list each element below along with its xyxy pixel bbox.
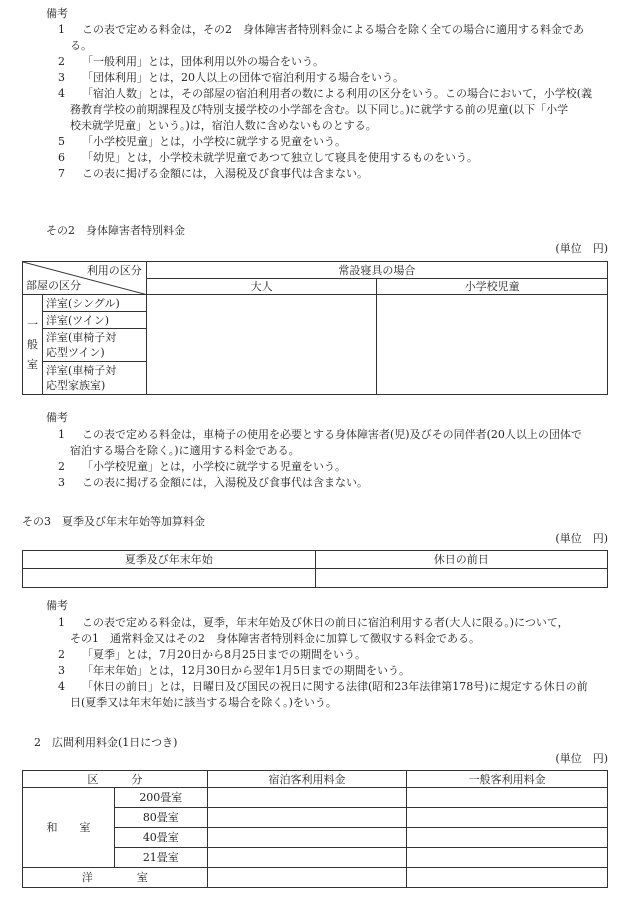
note-number: 7 [58,167,65,180]
note-text: 「一般利用」とは，団体利用以外の場合をいう。 [82,55,324,68]
note-line [58,663,618,679]
note-text: 「団体利用」とは，20人以上の団体で宿泊利用する場合をいう。 [82,71,404,84]
note-line [58,70,618,86]
note-text: 宿泊する場合を除く。)に適用する料金である。 [70,444,300,457]
fee-cell [407,788,608,808]
row-group-char: 室 [26,357,38,371]
note-line [58,102,618,118]
note-text: 「小学校児童」とは，小学校に就学する児童をいう。 [82,460,346,473]
surcharge-cell [315,569,608,588]
note-line [58,86,618,102]
room-size-label: 80畳室 [114,808,207,828]
notes2-list [58,427,618,491]
note-line [58,166,618,182]
note-number: 5 [58,135,65,148]
note-number: 4 [58,87,65,100]
header-adult: 大人 [146,279,377,295]
note-line [58,631,618,647]
note-line [58,22,618,38]
fee-cell [207,868,407,888]
room-row-label: 洋室(シングル) [42,295,146,312]
note-line [58,459,618,475]
note-number: 1 [58,23,65,36]
note-line [58,615,618,631]
note-number: 2 [58,55,65,68]
note-text: 「年末年始」とは，12月30日から翌年1月5日までの期間をいう。 [82,664,410,677]
section4-unit: (単位 円) [555,752,608,765]
note-text: 日(夏季又は年末年始に該当する場合を除く。)をいう。 [70,696,337,709]
notes1-heading: 備考 [46,7,68,20]
note-text: 務教育学校の前期課程及び特別支援学校の小学部を含む。以下同じ。)に就学する前の児童(以下「小学 [70,103,569,116]
note-text: この表に掲げる金額には，入湯税及び食事代は含まない。 [82,167,368,180]
fee-cell [407,808,608,828]
diag-bottom-label: 部屋の区分 [26,279,81,292]
note-number: 6 [58,151,65,164]
row-group-char: 一 [26,317,38,331]
notes3-heading: 備考 [46,599,68,612]
section2-unit: (単位 円) [555,242,608,255]
note-text: この表で定める料金は，車椅子の使用を必要とする身体障害者(児)及びその同伴者(20人以上の団体で [82,428,582,441]
note-number: 2 [58,648,65,661]
note-number: 3 [58,664,65,677]
room-row-label: 洋室(車椅子対 応型ツイン) [42,329,146,362]
header-child: 小学校児童 [377,279,608,295]
disability-fee-table [22,261,608,395]
fee-cell [407,848,608,868]
note-line [58,427,618,443]
room-size-label: 21畳室 [114,848,207,868]
section3-title: その3 夏季及び年末年始等加算料金 [22,515,205,528]
child-fee-cell [377,295,608,395]
row-group-char: 般 [26,337,38,351]
note-line [58,38,618,54]
note-line [58,475,618,491]
header-day-before-holiday: 休日の前日 [315,551,608,569]
note-text: この表で定める料金は，その2 身体障害者特別料金による場合を除く全ての場合に適用する料金であ [82,23,584,36]
room-row-label: 洋室(車椅子対 応型家族室) [42,362,146,395]
note-line [58,54,618,70]
note-number: 2 [58,460,65,473]
note-text: 「幼児」とは，小学校未就学児童であつて独立して寝具を使用するものをいう。 [82,151,478,164]
note-text: る。 [70,39,92,52]
note-text: 「小学校児童」とは，小学校に就学する児童をいう。 [82,135,346,148]
yoshitsu-label: 洋 室 [23,868,208,888]
surcharge-table [22,550,608,588]
fee-cell [207,788,407,808]
note-text: 「夏季」とは，7月20日から8月25日までの期間をいう。 [82,648,366,661]
note-line [58,695,618,711]
note-number: 4 [58,680,65,693]
notes3-list [58,615,618,711]
room-size-label: 40畳室 [114,828,207,848]
note-number: 3 [58,71,65,84]
adult-fee-cell [146,295,377,395]
hall-fee-table [22,770,608,888]
note-text: この表で定める料金は，夏季，年末年始及び休日の前日に宿泊利用する者(大人に限る。)について， [82,616,569,629]
note-text: 校未就学児童」という。)は，宿泊人数に含めないものとする。 [70,119,377,132]
fee-cell [207,808,407,828]
surcharge-cell [23,569,316,588]
note-text: 「宿泊人数」とは，その部屋の宿泊利用者の数による利用の区分をいう。この場合において，小学校(義 [82,87,593,100]
room-row-label: 洋室(ツイン) [42,312,146,329]
diagonal-header-cell [23,262,147,295]
section4-title: 2 広間利用料金(1日につき) [34,736,178,749]
header-group-cell: 常設寝具の場合 [146,262,607,279]
note-text: この表に掲げる金額には，入湯税及び食事代は含まない。 [82,476,368,489]
washitsu-label: 和 室 [23,788,115,868]
diag-top-label: 利用の区分 [86,264,142,277]
note-line [58,443,618,459]
note-text: 「休日の前日」とは，日曜日及び国民の祝日に関する法律(昭和23年法律第178号)に規定する休日の前 [82,680,588,693]
notes1-list [58,22,618,182]
row-group-general-room [23,295,43,395]
fee-cell [407,868,608,888]
note-line [58,118,618,134]
note-number: 3 [58,476,65,489]
note-line [58,647,618,663]
header-general-fee: 一般客利用料金 [407,771,608,788]
fee-cell [207,848,407,868]
fee-cell [207,828,407,848]
note-text: その1 通常料金又はその2 身体障害者特別料金に加算して徴収する料金である。 [70,632,480,645]
note-line [58,679,618,695]
notes2-heading: 備考 [46,411,68,424]
note-line [58,134,618,150]
header-stay-fee: 宿泊客利用料金 [207,771,407,788]
fee-cell [407,828,608,848]
section2-title: その2 身体障害者特別料金 [46,224,185,237]
note-number: 1 [58,428,65,441]
note-number: 1 [58,616,65,629]
section3-unit: (単位 円) [555,532,608,545]
header-kubun: 区 分 [23,771,208,788]
note-line [58,150,618,166]
room-size-label: 200畳室 [114,788,207,808]
header-summer-newyear: 夏季及び年末年始 [23,551,316,569]
